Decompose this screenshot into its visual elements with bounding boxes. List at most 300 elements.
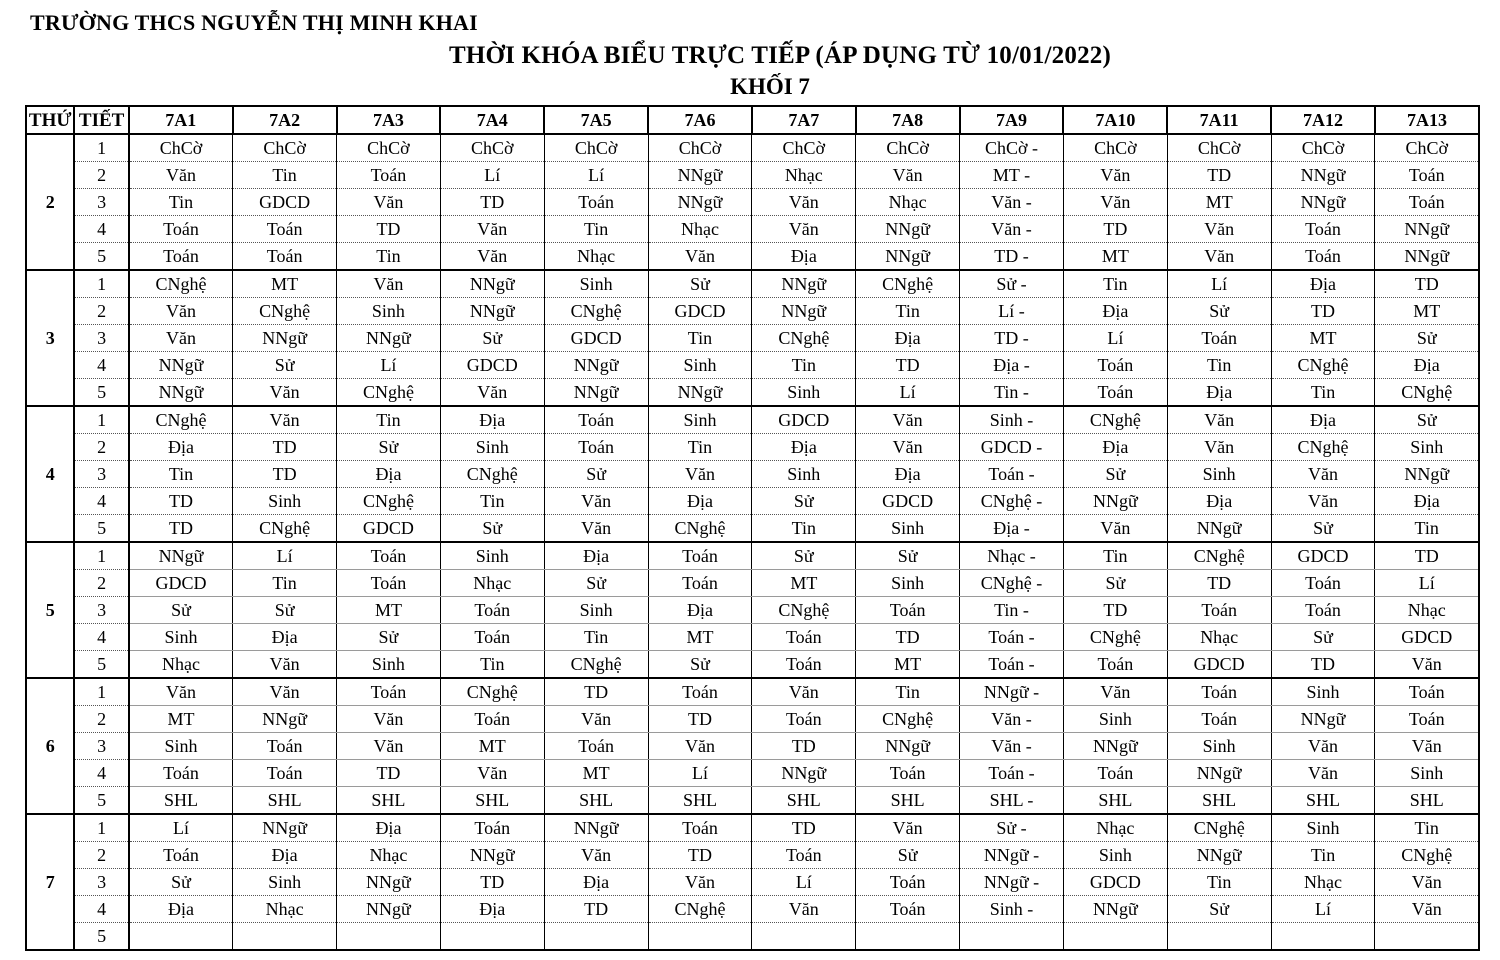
lesson-cell: Sử bbox=[752, 488, 856, 515]
lesson-cell: Lí bbox=[440, 162, 544, 189]
lesson-cell: TD bbox=[648, 706, 752, 733]
lesson-cell: Văn bbox=[1271, 760, 1375, 787]
grade-subtitle: KHỐI 7 bbox=[730, 74, 810, 99]
lesson-cell: Sử bbox=[1375, 406, 1479, 434]
lesson-cell: Toán bbox=[1063, 352, 1167, 379]
period-number: 4 bbox=[74, 352, 128, 379]
lesson-cell bbox=[440, 923, 544, 951]
period-number: 5 bbox=[74, 787, 128, 815]
lesson-cell bbox=[856, 923, 960, 951]
lesson-cell: Tin bbox=[129, 189, 233, 216]
lesson-cell: Nhạc bbox=[856, 189, 960, 216]
lesson-cell: GDCD bbox=[1271, 542, 1375, 570]
table-row bbox=[26, 542, 1479, 570]
table-row bbox=[26, 923, 1479, 951]
table-row bbox=[26, 842, 1479, 869]
column-header-class: 7A8 bbox=[856, 106, 960, 134]
lesson-cell: NNgữ bbox=[337, 325, 441, 352]
lesson-cell: Văn bbox=[544, 488, 648, 515]
lesson-cell: ChCờ bbox=[1271, 134, 1375, 162]
lesson-cell: Địa bbox=[1271, 406, 1375, 434]
lesson-cell: MT bbox=[233, 270, 337, 298]
day-label: 3 bbox=[26, 270, 74, 406]
column-header-thu: THỨ bbox=[26, 106, 74, 134]
table-row bbox=[26, 760, 1479, 787]
lesson-cell: Văn bbox=[337, 270, 441, 298]
column-header-class: 7A3 bbox=[337, 106, 441, 134]
lesson-cell: Nhạc bbox=[440, 570, 544, 597]
lesson-cell: MT bbox=[856, 651, 960, 679]
lesson-cell: CNghệ bbox=[752, 325, 856, 352]
lesson-cell: Toán bbox=[1375, 189, 1479, 216]
lesson-cell: Văn bbox=[1375, 896, 1479, 923]
lesson-cell: Sinh bbox=[440, 542, 544, 570]
lesson-cell: Địa bbox=[648, 597, 752, 624]
lesson-cell: CNghệ bbox=[1063, 406, 1167, 434]
lesson-cell: SHL bbox=[1167, 787, 1271, 815]
lesson-cell: NNgữ bbox=[1271, 162, 1375, 189]
lesson-cell: Tin bbox=[1167, 869, 1271, 896]
lesson-cell: CNghệ bbox=[337, 379, 441, 407]
lesson-cell: Toán bbox=[440, 597, 544, 624]
lesson-cell: Sinh bbox=[1271, 678, 1375, 706]
lesson-cell: Văn bbox=[129, 162, 233, 189]
lesson-cell: Sinh bbox=[648, 352, 752, 379]
lesson-cell: Địa bbox=[1063, 298, 1167, 325]
lesson-cell: Tin - bbox=[960, 379, 1064, 407]
lesson-cell: Toán bbox=[440, 624, 544, 651]
lesson-cell: Tin bbox=[544, 624, 648, 651]
lesson-cell: GDCD bbox=[233, 189, 337, 216]
lesson-cell: Văn - bbox=[960, 216, 1064, 243]
lesson-cell: ChCờ bbox=[1063, 134, 1167, 162]
lesson-cell: Tin bbox=[337, 243, 441, 271]
lesson-cell: MT bbox=[1271, 325, 1375, 352]
lesson-cell: Tin bbox=[233, 162, 337, 189]
lesson-cell: Toán bbox=[544, 189, 648, 216]
lesson-cell: NNgữ bbox=[1167, 842, 1271, 869]
lesson-cell: NNgữ bbox=[752, 270, 856, 298]
lesson-cell: Văn bbox=[1271, 461, 1375, 488]
lesson-cell: Toán bbox=[648, 570, 752, 597]
lesson-cell: Văn bbox=[129, 678, 233, 706]
lesson-cell: Địa bbox=[337, 461, 441, 488]
lesson-cell: Toán - bbox=[960, 461, 1064, 488]
lesson-cell: NNgữ bbox=[752, 760, 856, 787]
lesson-cell: Toán bbox=[752, 842, 856, 869]
lesson-cell: NNgữ bbox=[233, 706, 337, 733]
lesson-cell: Địa bbox=[856, 461, 960, 488]
lesson-cell: NNgữ bbox=[648, 379, 752, 407]
lesson-cell: CNghệ - bbox=[960, 570, 1064, 597]
lesson-cell: Văn bbox=[648, 733, 752, 760]
lesson-cell: TD bbox=[1375, 542, 1479, 570]
table-row bbox=[26, 896, 1479, 923]
lesson-cell: Sinh bbox=[752, 461, 856, 488]
column-header-class: 7A11 bbox=[1167, 106, 1271, 134]
lesson-cell: Văn bbox=[233, 379, 337, 407]
lesson-cell: CNghệ bbox=[1167, 814, 1271, 842]
lesson-cell: Lí bbox=[856, 379, 960, 407]
table-row bbox=[26, 651, 1479, 679]
lesson-cell: Sinh bbox=[1063, 842, 1167, 869]
lesson-cell: Văn bbox=[856, 406, 960, 434]
lesson-cell: Lí bbox=[129, 814, 233, 842]
lesson-cell: Văn bbox=[233, 678, 337, 706]
lesson-cell: Địa bbox=[440, 406, 544, 434]
lesson-cell: TD bbox=[648, 842, 752, 869]
lesson-cell: Toán bbox=[233, 733, 337, 760]
lesson-cell: Văn bbox=[648, 243, 752, 271]
lesson-cell: CNghệ bbox=[1063, 624, 1167, 651]
period-number: 2 bbox=[74, 298, 128, 325]
timetable-header bbox=[26, 106, 1479, 134]
lesson-cell: GDCD bbox=[440, 352, 544, 379]
lesson-cell: Văn bbox=[1271, 733, 1375, 760]
lesson-cell: MT bbox=[1375, 298, 1479, 325]
lesson-cell: Tin bbox=[752, 352, 856, 379]
lesson-cell: Sử bbox=[1167, 298, 1271, 325]
day-label: 4 bbox=[26, 406, 74, 542]
lesson-cell: Sử bbox=[440, 515, 544, 543]
lesson-cell: Sinh bbox=[233, 869, 337, 896]
period-number: 5 bbox=[74, 379, 128, 407]
lesson-cell: Văn bbox=[1167, 243, 1271, 271]
lesson-cell: NNgữ bbox=[440, 270, 544, 298]
lesson-cell: Văn - bbox=[960, 733, 1064, 760]
lesson-cell: TD bbox=[129, 488, 233, 515]
lesson-cell: NNgữ bbox=[1375, 216, 1479, 243]
lesson-cell: NNgữ bbox=[1271, 706, 1375, 733]
lesson-cell: Nhạc bbox=[1375, 597, 1479, 624]
lesson-cell: TD - bbox=[960, 325, 1064, 352]
lesson-cell: Lí bbox=[1271, 896, 1375, 923]
table-row bbox=[26, 270, 1479, 298]
lesson-cell: Văn bbox=[856, 162, 960, 189]
lesson-cell: Tin bbox=[440, 651, 544, 679]
lesson-cell: Văn bbox=[129, 298, 233, 325]
lesson-cell: Sử bbox=[648, 270, 752, 298]
lesson-cell: CNghệ bbox=[233, 515, 337, 543]
column-header-class: 7A2 bbox=[233, 106, 337, 134]
lesson-cell: Sử bbox=[1271, 515, 1375, 543]
lesson-cell: Toán bbox=[856, 869, 960, 896]
lesson-cell: Sử bbox=[337, 624, 441, 651]
table-row bbox=[26, 325, 1479, 352]
lesson-cell: Toán bbox=[129, 760, 233, 787]
lesson-cell: NNgữ bbox=[129, 352, 233, 379]
lesson-cell: GDCD bbox=[129, 570, 233, 597]
period-number: 4 bbox=[74, 896, 128, 923]
lesson-cell: Toán bbox=[1271, 597, 1375, 624]
period-number: 5 bbox=[74, 243, 128, 271]
table-row bbox=[26, 352, 1479, 379]
lesson-cell: CNghệ bbox=[856, 706, 960, 733]
day-label: 2 bbox=[26, 134, 74, 270]
lesson-cell: CNghệ bbox=[648, 896, 752, 923]
lesson-cell bbox=[1063, 923, 1167, 951]
lesson-cell: NNgữ - bbox=[960, 842, 1064, 869]
lesson-cell: Lí bbox=[1375, 570, 1479, 597]
lesson-cell: Địa bbox=[752, 243, 856, 271]
lesson-cell: TD bbox=[1375, 270, 1479, 298]
lesson-cell: Tin bbox=[1375, 814, 1479, 842]
lesson-cell: Nhạc bbox=[752, 162, 856, 189]
lesson-cell: Sinh bbox=[129, 624, 233, 651]
day-label: 6 bbox=[26, 678, 74, 814]
lesson-cell: Địa bbox=[129, 434, 233, 461]
lesson-cell: Toán bbox=[752, 624, 856, 651]
period-number: 3 bbox=[74, 597, 128, 624]
lesson-cell: Văn bbox=[233, 651, 337, 679]
lesson-cell: Sử bbox=[1063, 461, 1167, 488]
lesson-cell: Văn bbox=[544, 706, 648, 733]
lesson-cell: Toán bbox=[856, 896, 960, 923]
period-number: 2 bbox=[74, 842, 128, 869]
lesson-cell: CNghệ bbox=[440, 678, 544, 706]
lesson-cell: NNgữ bbox=[856, 216, 960, 243]
lesson-cell: TD bbox=[856, 624, 960, 651]
lesson-cell: NNgữ bbox=[440, 298, 544, 325]
lesson-cell: Toán bbox=[337, 678, 441, 706]
lesson-cell bbox=[960, 923, 1064, 951]
lesson-cell bbox=[129, 923, 233, 951]
lesson-cell: Địa bbox=[544, 542, 648, 570]
lesson-cell: Tin bbox=[1063, 270, 1167, 298]
lesson-cell: Địa bbox=[440, 896, 544, 923]
lesson-cell: Tin bbox=[129, 461, 233, 488]
lesson-cell: NNgữ bbox=[544, 379, 648, 407]
lesson-cell: Sử - bbox=[960, 270, 1064, 298]
lesson-cell: Tin bbox=[1271, 379, 1375, 407]
lesson-cell: Toán bbox=[1063, 651, 1167, 679]
lesson-cell: Nhạc bbox=[1271, 869, 1375, 896]
lesson-cell: Tin bbox=[337, 406, 441, 434]
lesson-cell: Nhạc bbox=[129, 651, 233, 679]
lesson-cell: NNgữ bbox=[1375, 243, 1479, 271]
lesson-cell: NNgữ bbox=[752, 298, 856, 325]
lesson-cell: Nhạc bbox=[544, 243, 648, 271]
lesson-cell: Sử bbox=[233, 352, 337, 379]
lesson-cell: ChCờ bbox=[752, 134, 856, 162]
lesson-cell: ChCờ bbox=[648, 134, 752, 162]
lesson-cell: Văn bbox=[648, 869, 752, 896]
column-header-class: 7A13 bbox=[1375, 106, 1479, 134]
lesson-cell: GDCD bbox=[752, 406, 856, 434]
lesson-cell: Toán bbox=[233, 760, 337, 787]
lesson-cell: TD bbox=[440, 869, 544, 896]
column-header-tiet: TIẾT bbox=[74, 106, 128, 134]
table-row bbox=[26, 189, 1479, 216]
lesson-cell: ChCờ bbox=[337, 134, 441, 162]
lesson-cell: CNghệ bbox=[648, 515, 752, 543]
lesson-cell: TD bbox=[233, 461, 337, 488]
lesson-cell: Sử - bbox=[960, 814, 1064, 842]
lesson-cell: Toán bbox=[752, 706, 856, 733]
lesson-cell: NNgữ bbox=[648, 162, 752, 189]
timetable-container bbox=[25, 105, 1480, 951]
lesson-cell: Sử bbox=[1271, 624, 1375, 651]
lesson-cell: Sinh bbox=[856, 515, 960, 543]
lesson-cell: GDCD bbox=[544, 325, 648, 352]
lesson-cell: TD bbox=[1167, 570, 1271, 597]
day-label: 5 bbox=[26, 542, 74, 678]
lesson-cell: Toán bbox=[1063, 760, 1167, 787]
lesson-cell: NNgữ bbox=[544, 352, 648, 379]
lesson-cell: Văn bbox=[752, 678, 856, 706]
column-header-class: 7A7 bbox=[752, 106, 856, 134]
period-number: 3 bbox=[74, 461, 128, 488]
lesson-cell: Văn bbox=[1167, 406, 1271, 434]
lesson-cell: Sử bbox=[752, 542, 856, 570]
lesson-cell: Địa bbox=[544, 869, 648, 896]
lesson-cell: Sử bbox=[544, 461, 648, 488]
column-header-class: 7A1 bbox=[129, 106, 233, 134]
lesson-cell bbox=[648, 923, 752, 951]
lesson-cell: SHL bbox=[752, 787, 856, 815]
lesson-cell: Văn bbox=[856, 814, 960, 842]
lesson-cell: TD bbox=[1271, 298, 1375, 325]
lesson-cell: Toán bbox=[1167, 325, 1271, 352]
lesson-cell: Văn bbox=[1063, 162, 1167, 189]
lesson-cell: GDCD bbox=[856, 488, 960, 515]
lesson-cell: Nhạc bbox=[648, 216, 752, 243]
lesson-cell: Toán bbox=[1375, 706, 1479, 733]
lesson-cell: Địa bbox=[1167, 379, 1271, 407]
period-number: 3 bbox=[74, 189, 128, 216]
lesson-cell: TD bbox=[1271, 651, 1375, 679]
lesson-cell: GDCD bbox=[337, 515, 441, 543]
lesson-cell: Toán bbox=[1167, 678, 1271, 706]
lesson-cell: GDCD bbox=[1375, 624, 1479, 651]
lesson-cell: Toán bbox=[856, 597, 960, 624]
table-row bbox=[26, 706, 1479, 733]
lesson-cell: Sinh bbox=[648, 406, 752, 434]
lesson-cell: MT bbox=[440, 733, 544, 760]
lesson-cell: NNgữ bbox=[1375, 461, 1479, 488]
lesson-cell: NNgữ bbox=[233, 814, 337, 842]
lesson-cell: NNgữ bbox=[129, 542, 233, 570]
lesson-cell: Sử bbox=[1375, 325, 1479, 352]
lesson-cell: Nhạc bbox=[1063, 814, 1167, 842]
lesson-cell: CNghệ - bbox=[960, 488, 1064, 515]
column-header-class: 7A6 bbox=[648, 106, 752, 134]
lesson-cell: Tin bbox=[752, 515, 856, 543]
lesson-cell: Sinh bbox=[1063, 706, 1167, 733]
lesson-cell: Toán bbox=[440, 706, 544, 733]
lesson-cell: Văn - bbox=[960, 706, 1064, 733]
lesson-cell: SHL bbox=[1375, 787, 1479, 815]
lesson-cell: NNgữ bbox=[337, 869, 441, 896]
lesson-cell: Địa bbox=[752, 434, 856, 461]
period-number: 4 bbox=[74, 760, 128, 787]
lesson-cell bbox=[1271, 923, 1375, 951]
lesson-cell: MT bbox=[1167, 189, 1271, 216]
lesson-cell: ChCờ bbox=[1375, 134, 1479, 162]
period-number: 2 bbox=[74, 570, 128, 597]
lesson-cell: TD bbox=[233, 434, 337, 461]
lesson-cell: Lí bbox=[1167, 270, 1271, 298]
lesson-cell: Toán bbox=[1167, 706, 1271, 733]
lesson-cell: Văn bbox=[856, 434, 960, 461]
lesson-cell: Văn bbox=[233, 406, 337, 434]
table-row bbox=[26, 216, 1479, 243]
lesson-cell: Toán bbox=[129, 243, 233, 271]
lesson-cell: Văn bbox=[1167, 434, 1271, 461]
lesson-cell: Địa bbox=[1271, 270, 1375, 298]
period-number: 1 bbox=[74, 678, 128, 706]
lesson-cell: SHL bbox=[233, 787, 337, 815]
lesson-cell bbox=[233, 923, 337, 951]
lesson-cell: TD bbox=[337, 760, 441, 787]
lesson-cell: Sinh bbox=[233, 488, 337, 515]
table-row bbox=[26, 162, 1479, 189]
lesson-cell: Toán bbox=[1375, 162, 1479, 189]
period-number: 1 bbox=[74, 814, 128, 842]
lesson-cell: GDCD bbox=[648, 298, 752, 325]
lesson-cell: Sinh bbox=[544, 597, 648, 624]
period-number: 2 bbox=[74, 162, 128, 189]
lesson-cell: Sinh bbox=[337, 298, 441, 325]
lesson-cell bbox=[544, 923, 648, 951]
lesson-cell: GDCD bbox=[1063, 869, 1167, 896]
lesson-cell: GDCD - bbox=[960, 434, 1064, 461]
lesson-cell: Văn bbox=[544, 515, 648, 543]
lesson-cell: TD bbox=[752, 814, 856, 842]
lesson-cell: NNgữ bbox=[440, 842, 544, 869]
lesson-cell: Văn bbox=[1375, 869, 1479, 896]
table-row bbox=[26, 134, 1479, 162]
lesson-cell: Toán bbox=[1271, 570, 1375, 597]
lesson-cell: Sử bbox=[1167, 896, 1271, 923]
lesson-cell: MT - bbox=[960, 162, 1064, 189]
period-number: 4 bbox=[74, 624, 128, 651]
lesson-cell: CNghệ bbox=[337, 488, 441, 515]
lesson-cell: Văn - bbox=[960, 189, 1064, 216]
lesson-cell: Văn bbox=[440, 379, 544, 407]
lesson-cell: MT bbox=[648, 624, 752, 651]
lesson-cell: Toán bbox=[648, 678, 752, 706]
lesson-cell: NNgữ bbox=[129, 379, 233, 407]
table-row bbox=[26, 869, 1479, 896]
lesson-cell bbox=[1375, 923, 1479, 951]
lesson-cell: CNghệ bbox=[1271, 352, 1375, 379]
lesson-cell: ChCờ bbox=[440, 134, 544, 162]
lesson-cell: Văn bbox=[752, 896, 856, 923]
lesson-cell: Văn bbox=[1063, 678, 1167, 706]
lesson-cell: Toán bbox=[1271, 243, 1375, 271]
lesson-cell: Tin bbox=[440, 488, 544, 515]
lesson-cell: MT bbox=[544, 760, 648, 787]
lesson-cell: Toán bbox=[233, 216, 337, 243]
table-row bbox=[26, 434, 1479, 461]
school-name: TRƯỜNG THCS NGUYỄN THỊ MINH KHAI bbox=[30, 10, 478, 35]
lesson-cell: Tin bbox=[1375, 515, 1479, 543]
timetable-body bbox=[26, 134, 1479, 950]
lesson-cell: Toán bbox=[337, 162, 441, 189]
lesson-cell: Địa bbox=[129, 896, 233, 923]
lesson-cell: CNghệ bbox=[544, 651, 648, 679]
lesson-cell: Văn bbox=[337, 733, 441, 760]
lesson-cell: Tin bbox=[233, 570, 337, 597]
lesson-cell: SHL bbox=[1063, 787, 1167, 815]
lesson-cell: Lí bbox=[337, 352, 441, 379]
lesson-cell: SHL - bbox=[960, 787, 1064, 815]
lesson-cell: Toán bbox=[129, 216, 233, 243]
lesson-cell: Sinh bbox=[337, 651, 441, 679]
table-row bbox=[26, 814, 1479, 842]
lesson-cell: Văn bbox=[648, 461, 752, 488]
